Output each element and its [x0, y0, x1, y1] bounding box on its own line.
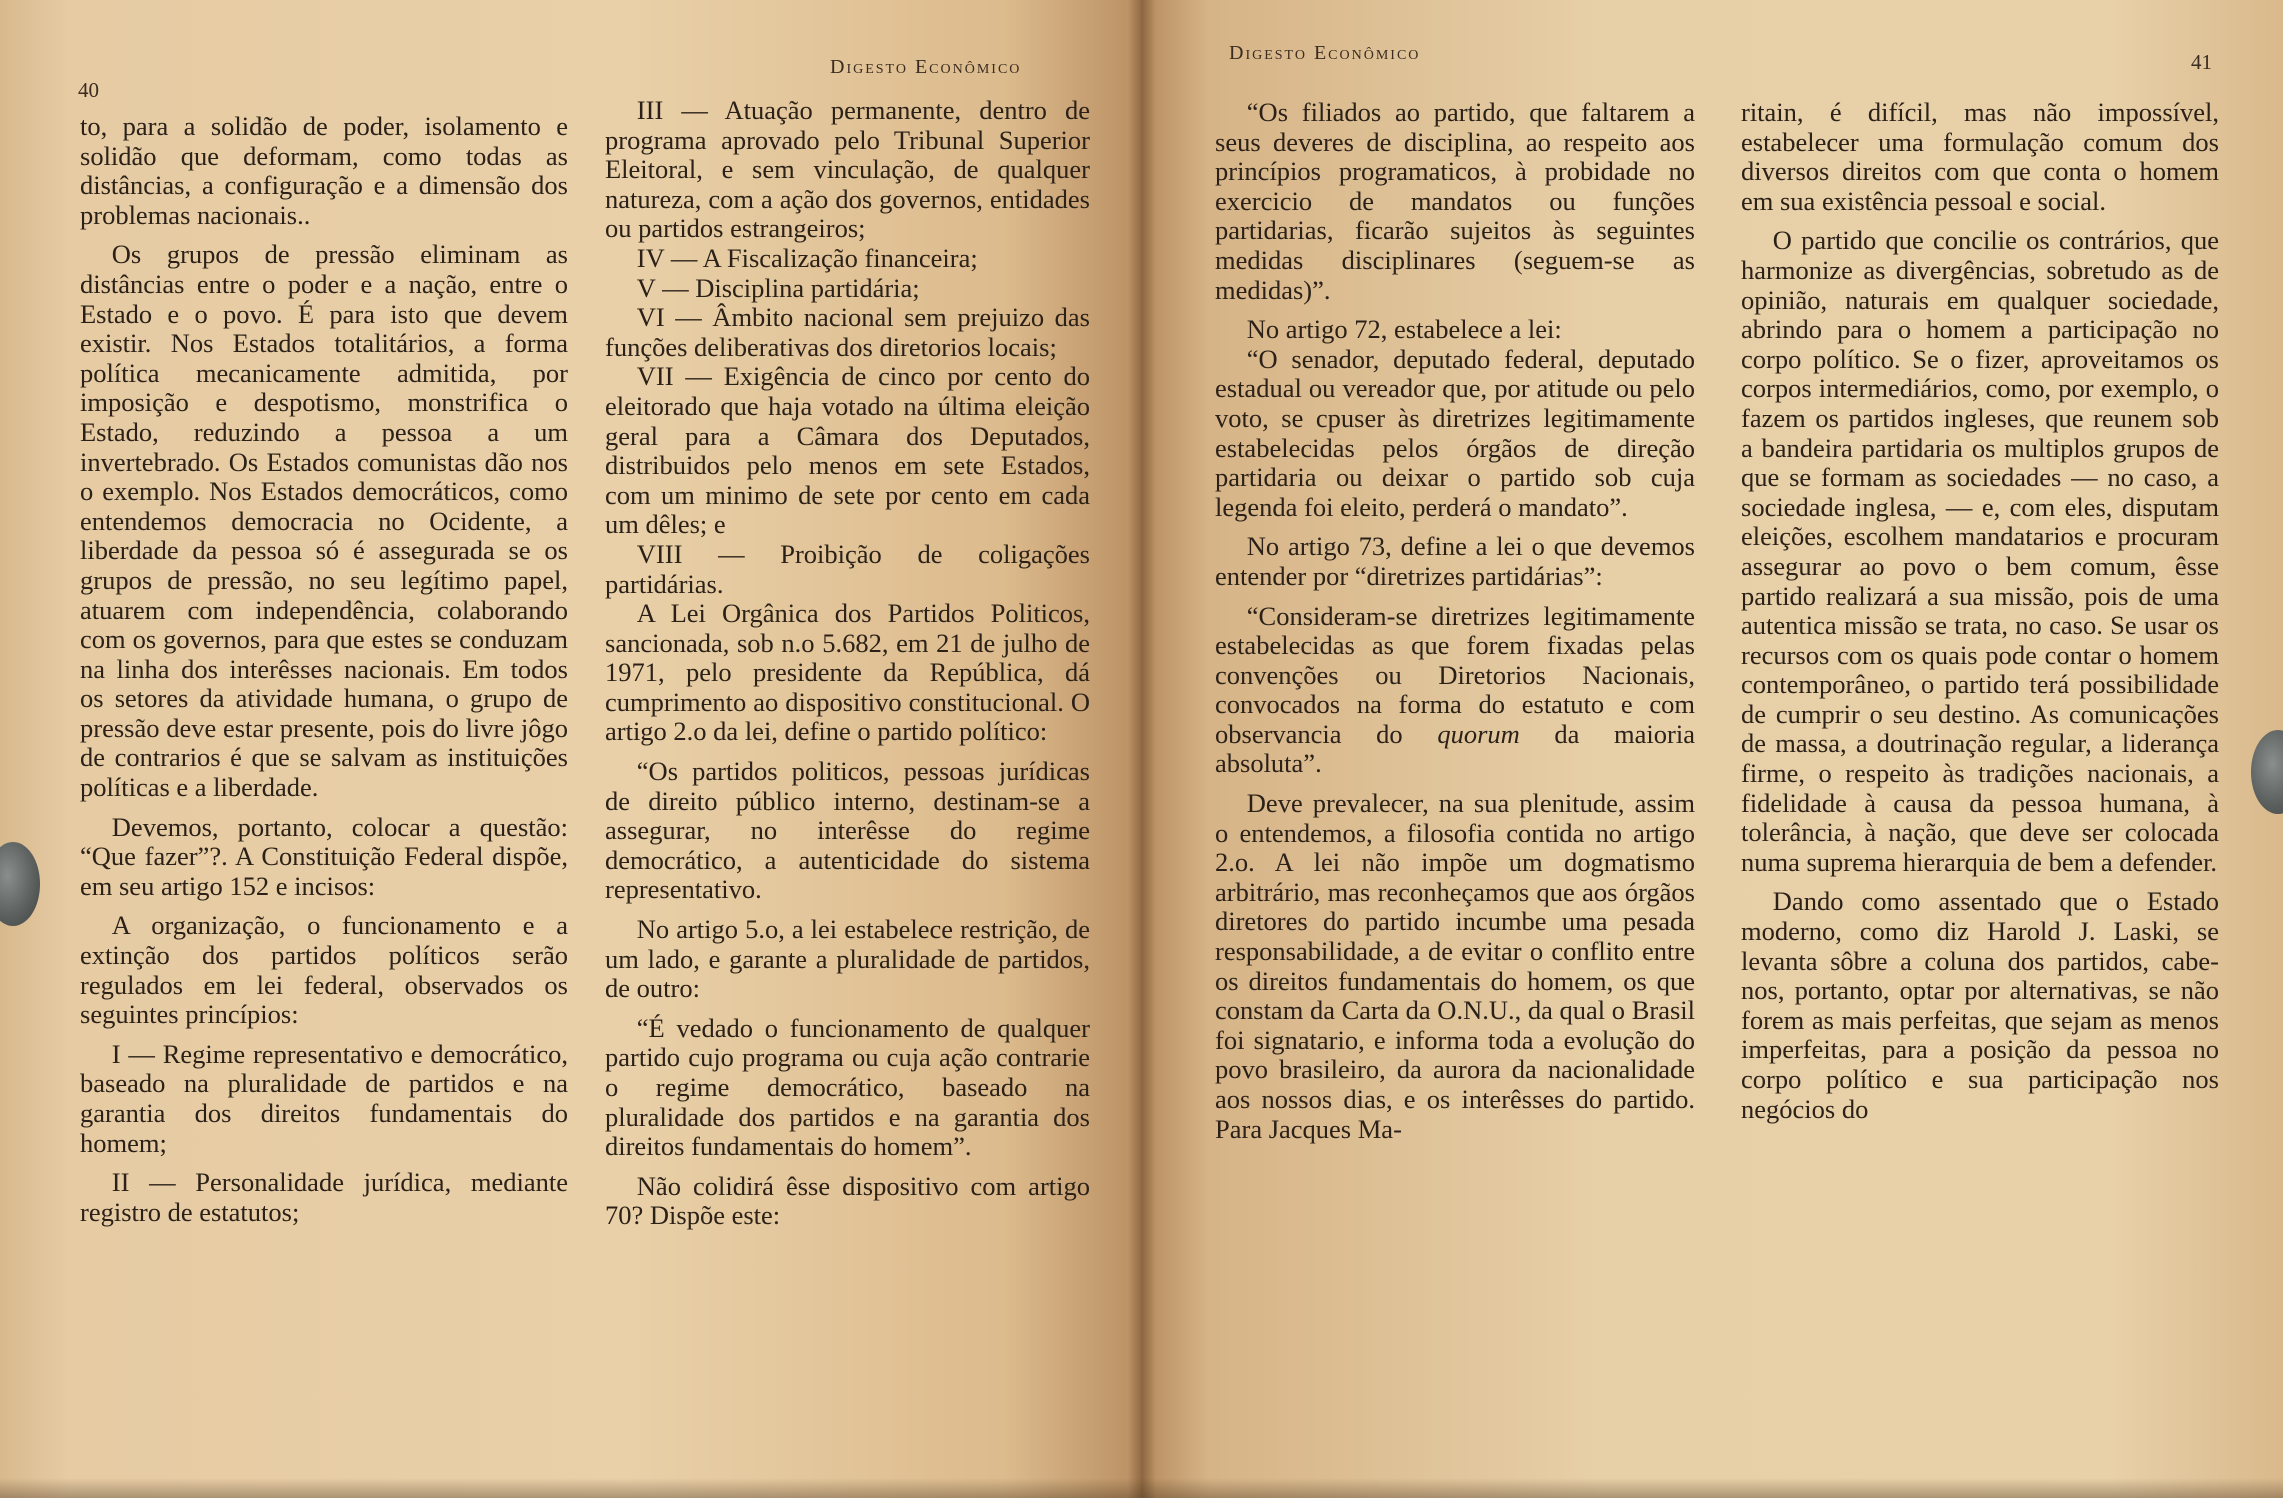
- paragraph: Não colidirá êsse dispositivo com artigo 70? Dispõe este:: [605, 1170, 1090, 1231]
- left-page: [0, 0, 1141, 1498]
- paragraph: IV — A Fiscalização financeira;: [636, 242, 978, 273]
- paragraph: “Os partidos politicos, pessoas jurídicas de direito público interno, destinam-se a assegurar, no interêsse do regime democrático, a autenticidade do sistema representativo.: [605, 756, 1090, 905]
- left-page-column-1: [80, 112, 568, 1237]
- paragraph: Devemos, portanto, colocar a questão: “Que fazer”?. A Constituição Federal dispõe, em seu artigo 152 e incisos:: [80, 811, 568, 901]
- paragraph: VII — Exigência de cinco por cento do eleitorado que haja votado na última eleição geral para a Câmara dos Deputados, distribuidos pelo menos em sete Estados, com um minimo de sete por cento em cada um dêles; e: [605, 361, 1090, 540]
- binder-hole-right: [2251, 730, 2283, 814]
- paragraph: I — Regime representativo e democrático, baseado na pluralidade de partidos e na garantia dos direitos fundamentais do homem;: [80, 1038, 568, 1158]
- paragraph: “Consideram-se diretrizes legitimamente estabelecidas as que forem fixadas pelas convenções ou Diretorios Nacionais, convocados na forma do estatuto e com observancia do quorum da maioria absoluta”.: [1215, 600, 1695, 779]
- book-gutter: [1128, 0, 1156, 1498]
- paragraph: Os grupos de pressão eliminam as distâncias entre o poder e a nação, entre o Estado e o povo. É para isto que devem existir. Nos Estados totalitários, a forma política mecanicamente admitida, por imposição e despotismo, monstrifica o Estado, reduzindo a pessoa a um invertebrado. Os Estados comunistas dão nos o exemplo. Nos Estados democráticos, como entendemos democracia no Ocidente, a liberdade da pessoa só é assegurada se os grupos de pressão, no seu legítimo papel, atuarem com independência, colaborando com os governos, para que estes se conduzam na linha dos interêsses nacionais. Em todos os setores da atividade humana, o grupo de pressão deve estar presente, pois do livre jôgo de contrarios é que se salvam as instituições políticas e a liberdade.: [80, 239, 568, 803]
- right-page: [1141, 0, 2283, 1498]
- paragraph: No artigo 5.o, a lei estabelece restrição, de um lado, e garante a pluralidade de partidos, de outro:: [605, 914, 1090, 1004]
- paragraph: V — Disciplina partidária;: [636, 272, 920, 303]
- page-edge-shadow: [0, 1478, 2283, 1498]
- paragraph: Dando como assentado que o Estado moderno, como diz Harold J. Laski, se levanta sôbre a coluna dos partidos, cabe-nos, portanto, optar por alternativas, se não forem as mais perfeitas, que sejam as menos imperfeitas, para a posição da pessoa no corpo político e sua participação nos negócios do: [1741, 886, 2219, 1124]
- running-head-left: Digesto Econômico: [830, 56, 1022, 78]
- running-head-right: Digesto Econômico: [1229, 42, 1421, 64]
- left-page-column-2: [605, 96, 1090, 1231]
- paragraph: “Os filiados ao partido, que faltarem a seus deveres de disciplina, ao respeito aos princípios programaticos, à probidade no exercicio de mandatos ou funções partidarias, ficarão sujeitos às seguintes medidas disciplinares (seguem-se as medidas)”.: [1215, 97, 1695, 305]
- right-page-column-2: [1741, 98, 2219, 1134]
- paragraph: No artigo 72, estabelece a lei:: [1246, 314, 1562, 345]
- paragraph: No artigo 73, define a lei o que devemos entender por “diretrizes partidárias”:: [1215, 531, 1695, 591]
- paragraph: to, para a solidão de poder, isolamento e solidão que deformam, como todas as distâncias, a configuração e a dimensão dos problemas nacionais..: [80, 111, 568, 230]
- binder-hole-left: [0, 842, 40, 926]
- paragraph: III — Atuação permanente, dentro de programa aprovado pelo Tribunal Superior Eleitoral, e sem vinculação, de qualquer natureza, com a ação dos governos, entidades ou partidos estrangeiros;: [605, 95, 1090, 244]
- page-number-left: 40: [78, 78, 99, 102]
- paragraph: “O senador, deputado federal, deputado estadual ou vereador que, por atitude ou pelo voto, se cpuser às diretrizes legitimamente estabelecidas pelos órgãos de direção partidaria ou deixar o partido sob cuja legenda foi eleito, perderá o mandato”.: [1215, 343, 1695, 522]
- right-page-column-1: [1215, 98, 1695, 1154]
- paragraph: Deve prevalecer, na sua plenitude, assim o entendemos, a filosofia contida no artigo 2.o. A lei não impõe um dogmatismo arbitrário, mas reconheçamos que aos órgãos diretores do partido incumbe uma pesada responsabilidade, a de evitar o conflito entre os direitos fundamentais do homem, os que constam da Carta da O.N.U., da qual o Brasil foi signatario, e informa toda a evolução do povo brasileiro, da aurora da nacionalidade aos nossos dias, e os interêsses do partido. Para Jacques Ma-: [1215, 788, 1695, 1144]
- paragraph: “É vedado o funcionamento de qualquer partido cujo programa ou cuja ação contrarie o regime democrático, baseado na pluralidade dos partidos e na garantia dos direitos fundamentais do homem”.: [605, 1012, 1090, 1162]
- paragraph: O partido que concilie os contrários, que harmonize as divergências, sobretudo as de opinião, naturais em qualquer sociedade, abrindo para o homem a participação no corpo político. Se o fizer, aproveitamos os corpos intermediários, como, por exemplo, o fazem os partidos ingleses, que reunem sob a bandeira partidaria os multiplos grupos de que se formam as sociedades — no caso, a sociedade inglesa, — e, com eles, disputam eleições, escolhem mandatarios e procuram assegurar ao povo o bem comum, êsse partido realizará a sua missão, pois de uma autentica missão se trata, no caso. Se usar os recursos com os quais pode contar o homem contemporâneo, o partido terá possibilidade de cumprir o seu destino. As comunicações de massa, a doutrinação regular, a liderança firme, o respeito às tradições nacionais, a fidelidade à causa da pessoa humana, à tolerância, à nação, que deve ser colocada numa suprema hierarquia de bem a defender.: [1741, 225, 2219, 877]
- paragraph: VI — Âmbito nacional sem prejuizo das funções deliberativas dos diretorios locais;: [605, 302, 1090, 362]
- paragraph: VIII — Proibição de coligações partidárias.: [605, 538, 1090, 599]
- page-number-right: 41: [2191, 50, 2212, 74]
- paragraph: A Lei Orgânica dos Partidos Politicos, sancionada, sob n.o 5.682, em 21 de julho de 1971, pelo presidente da República, dá cumprimento ao dispositivo constitucional. O artigo 2.o da lei, define o partido político:: [605, 598, 1090, 747]
- paragraph: II — Personalidade jurídica, mediante registro de estatutos;: [80, 1167, 568, 1227]
- paragraph: A organização, o funcionamento e a extinção dos partidos políticos serão regulados em lei federal, observados os seguintes princípios:: [80, 910, 568, 1030]
- paragraph: ritain, é difícil, mas não impossível, estabelecer uma formulação comum dos diversos direitos com que conta o homem em sua existência pessoal e social.: [1741, 97, 2219, 216]
